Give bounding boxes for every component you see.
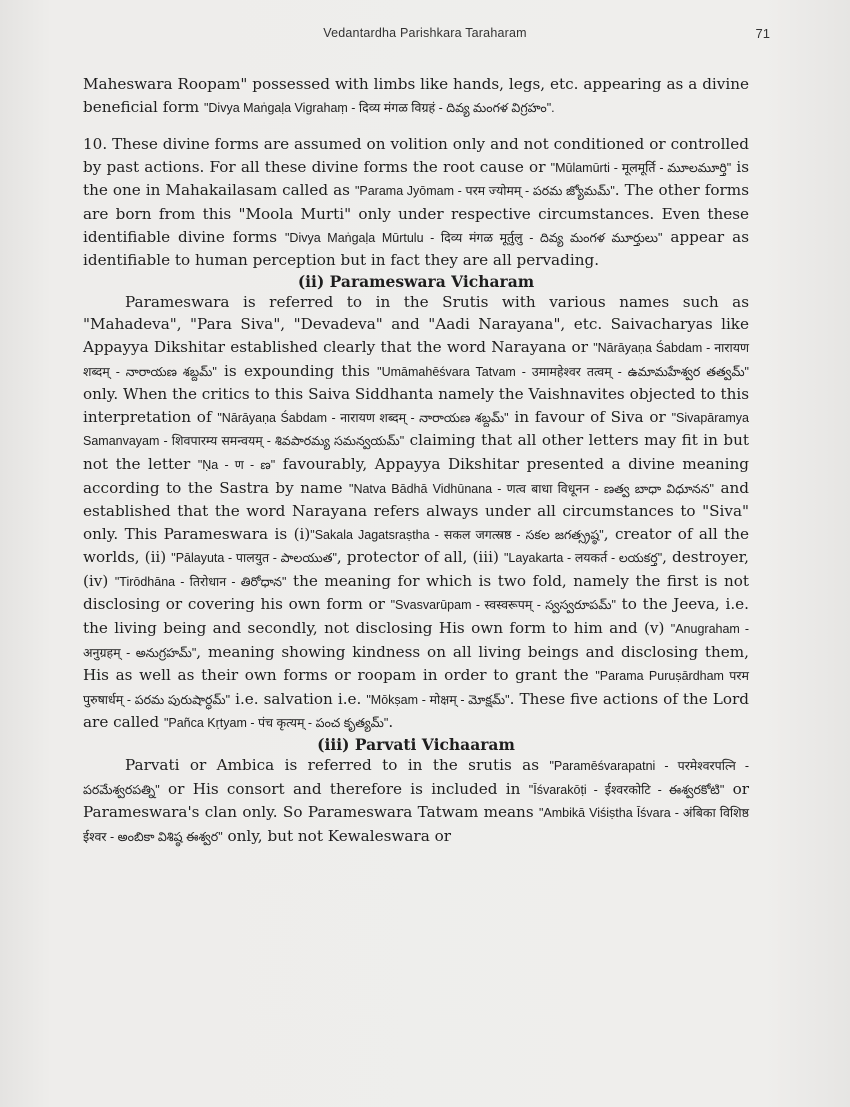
running-header [0,26,850,46]
text-run: appear as identifiable to human perception but in fact they are all pervading. [83,227,749,270]
text-run: 10. These divine forms are assumed on volition only and not conditioned or controlled by past actions. For all these divine forms the root cause or [83,135,749,176]
page-number: 71 [755,26,770,41]
script-term: "Tirōdhāna - तिरोधान - తిరోధాన" [114,574,287,589]
section-heading-parvati: (iii) Parvati Vichaaram [317,735,515,755]
text-run: only. When the critics to this Saiva Siddhanta namely the Vaishnavites objected to this interpretation of [83,385,749,426]
script-term: "Mōkṣam - मोक्षम् - మోక్షమ్" [366,692,510,707]
page-body [83,73,749,848]
section-heading-parameswara: (ii) Parameswara Vicharam [297,271,535,291]
script-term: "Nārāyaṇa Śabdam - नारायण शब्दम् - నారాయణ శబ్దమ్" [83,340,750,379]
script-term: "Natva Bādhā Vidhūnana - णत्व बाधा विधूनन - ణత్వ బాధా విధూనన" [349,481,714,496]
text-run: Parameswara is referred to in the Srutis with various names such as "Mahadeva", "Para Siva", "Devadeva" and "Aadi Narayana", etc. Saivacharyas like Appayya Dikshitar established clearly that the word Narayana or [83,292,749,356]
text-run: or Parameswara's clan only. So Parameswara Tatwam means [83,779,750,822]
script-term: "Ṇa - ण - ణ" [197,457,276,472]
running-title: Vedantardha Parishkara Taraharam [323,26,527,40]
text-run: in favour of Siva or [508,407,672,426]
text-run: . These five actions of the Lord are called [83,689,750,732]
text-run: favourably, Appayya Dikshitar presented a divine meaning according to the Sastra by name [83,454,749,497]
text-run: is the one in Mahakailasam called as [83,157,749,200]
script-term: "Sakala Jagatsraṣtha - सकल जगत्स्रष्ठ - సకల జగత్స్రష్ఠ" [310,527,604,542]
script-term: "Layakarta - लयकर्त - లయకర్త" [503,551,663,566]
script-term: "Divya Maṅgaḷa Mūrtulu - दिव्य मंगळ मूर्तुलु - దివ్య మంగళ మూర్తులు" [284,230,663,245]
script-term: "Pañca Kṛtyam - पंच कृत्यम् - పంచ కృత్యమ్" [163,716,389,731]
text-run: or His consort and therefore is included in [159,779,529,798]
script-term: "Ambikā Viśiṣtha Īśvara - अंबिका विशिष्ठ ईश्वर - అంబికా విశిష్ఠ ఈశ్వర" [83,806,749,844]
script-term: "Pālayuta - पालयुत - పాలయుత" [171,551,337,566]
text-run: i.e. salvation i.e. [230,689,367,708]
script-term: "Divya Maṅgaḷa Vigrahaṃ - दिव्य मंगळ विग्रहं - దివ్య మంగళ విగ్రహం". [203,100,555,115]
script-term: "Nārāyaṇa Śabdam - नारायण शब्दम् - నారాయణ శబ్దమ్" [217,410,509,425]
script-term: "Sivapāramya Samanvayam - शिवपारम्य समन्वयम् - శివపారమ్య సమన్వయమ్" [83,410,749,449]
text-run: Parvati or Ambica is referred to in the srutis as [125,756,550,775]
script-term: "Mūlamūrti - मूलमूर्ति - మూలమూర్తి" [550,160,732,175]
text-run: is expounding this [216,361,378,380]
paragraph-10 [83,133,749,272]
paragraph-parvati [83,754,749,848]
text-run: . [388,713,394,732]
text-run: the meaning for which is two fold, namely the first is not disclosing or covering his own form or [83,571,749,614]
text-run: , protector of all, (iii) [336,548,504,567]
script-term: "Īśvarakōṭi - ईश्वरकोटि - ఈశ్వరకోటి" [528,782,725,797]
script-term: "Svasvarūpam - स्वस्वरूपम् - స్వస్వరూపమ్" [390,598,616,613]
text-run: claiming that all other letters may fit in but not the letter [83,431,749,473]
text-run: , destroyer, (iv) [83,548,750,590]
paragraph-parameswara [83,291,749,735]
text-run: , meaning showing kindness on all living beings and disclosing them, His as well as their own forms or roopam in order to grant the [83,642,749,685]
text-run: . The other forms are born from this "Moola Murti" only under respective circumstances. Even these identifiable divine forms [83,181,749,246]
script-term: "Paramēśvarapatni - परमेश्वरपत्नि - పరమేశ్వరపత్ని" [83,759,749,797]
text-run: to the Jeeva, i.e. the living being and secondly, not disclosing His own form to him and (v) [83,595,749,638]
text-run: , creator of all the worlds, (ii) [83,524,749,567]
text-run: only, but not Kewaleswara or [222,826,451,845]
paragraph-continuation [83,73,749,119]
script-term: "Parama Puruṣārdham परम पुरुषार्धम् - పరమ పురుషార్ధమ్" [83,669,749,707]
script-term: "Anugraham - अनुग्रहम् - అనుగ్రహమ్" [83,622,749,660]
script-term: "Umāmahēśvara Tatvam - उमामहेश्वर तत्वम् - ఉమామహేశ్వర తత్వమ్" [377,364,749,379]
text-run: Maheswara Roopam" possessed with limbs like hands, legs, etc. appearing as a divine beneficial form [83,75,749,116]
text-run: and established that the word Narayana refers always under all circumstances to "Siva" only. This Parameswara is (i) [83,478,750,543]
script-term: "Parama Jyōmam - परम ज्योमम् - పరమ జ్యోమమ్" [354,184,615,199]
